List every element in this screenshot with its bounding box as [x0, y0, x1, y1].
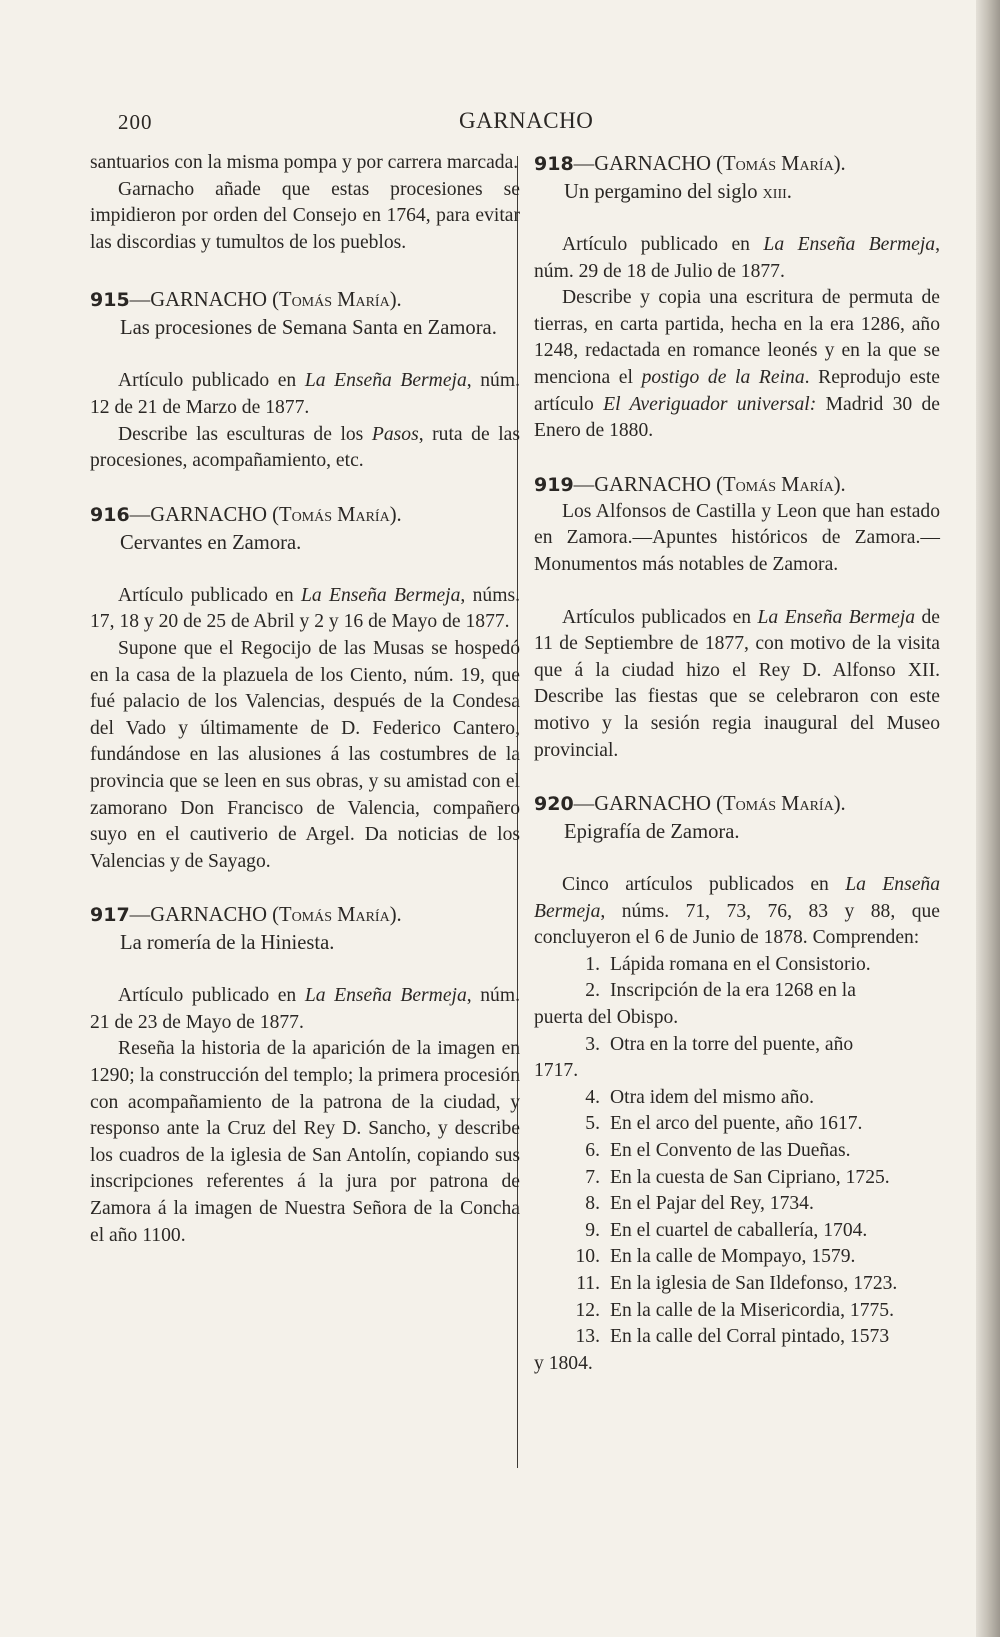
list-item — [534, 952, 940, 979]
entry-heading — [534, 471, 940, 499]
list-item-number: 2. — [585, 980, 600, 1002]
inscription-list — [534, 952, 940, 1378]
description-text: . Reprodujo este artículo — [534, 366, 940, 415]
list-item — [534, 1298, 940, 1325]
entry-author-prefix: —GARNACHO ( — [573, 153, 723, 175]
page-header — [0, 108, 1000, 142]
title-text: . — [786, 181, 792, 203]
entry-description — [534, 285, 940, 445]
entry-author-given: Tomás María — [722, 473, 834, 496]
list-item-number: 12. — [575, 1299, 600, 1321]
list-item — [534, 1191, 940, 1218]
entry-author-given: Tomás María — [722, 153, 834, 175]
list-item-text: Inscripción de la era 1268 en la — [610, 980, 856, 1002]
entry-author-prefix: —GARNACHO ( — [573, 793, 723, 816]
entry-author-prefix: —GARNACHO ( — [573, 473, 723, 496]
entry-description — [90, 422, 520, 475]
description-italic: Pasos — [371, 423, 419, 445]
entry-920 — [534, 790, 940, 1377]
right-column — [534, 150, 940, 1377]
page-edge-shadow — [976, 0, 1000, 1637]
description-text: , ruta de las procesiones, acompañamiento, etc. — [90, 423, 520, 472]
list-item-number: 7. — [585, 1166, 600, 1188]
list-item-text: En el cuartel de caballería, 1704. — [610, 1219, 868, 1241]
list-item-text: En la calle de la Misericordia, 1775. — [610, 1299, 895, 1321]
entry-description: Reseña la historia de la aparición de la imagen en 1290; la construcción del templo; la primera procesión con acompañamiento de la patrona de la ciudad, y responso ante la Cruz del Rey D. Sancho, y describe los cuadros de la iglesia de San Antolín, copiando sus inscripciones referentes á la jura por patrona de Zamora á la imagen de Nuestra Señora de la Concha el año 1100. — [90, 1038, 520, 1246]
list-item-text: En el Pajar del Rey, 1734. — [610, 1193, 814, 1215]
list-item-text: En el arco del puente, año 1617. — [610, 1113, 863, 1135]
entry-publication — [534, 232, 940, 285]
list-item — [534, 1165, 940, 1192]
description-italic: postigo de la Reina — [641, 366, 805, 388]
list-item-number: 6. — [585, 1140, 600, 1162]
list-item-number: 8. — [585, 1193, 600, 1215]
entry-author-suffix: ). — [833, 153, 846, 175]
entry-number: 917 — [90, 904, 130, 927]
entry-publication — [534, 872, 940, 952]
list-item-continuation: y 1804. — [534, 1352, 593, 1374]
continuation-paragraph: Garnacho añade que estas procesiones se impidieron por orden del Consejo en 1764, para evitar las discordias y tumultos de los pueblos. — [90, 178, 520, 253]
entry-heading — [534, 790, 940, 818]
publication-title: La Enseña Bermeja — [301, 584, 461, 606]
entry-title: Las procesiones de Semana Santa en Zamora. — [120, 317, 497, 340]
entry-author-suffix: ). — [833, 793, 846, 816]
list-item-number: 4. — [585, 1086, 600, 1108]
list-item-number: 9. — [585, 1219, 600, 1241]
entry-title: La romería de la Hiniesta. — [120, 932, 335, 955]
description-text: Describe y copia una escritura de permuta de tierras, en carta partida, hecha en la era 1286, año 1248, redactada en romance leonés y en la que se menciona el — [534, 287, 940, 388]
list-item-text: En la iglesia de San Ildefonso, 1723. — [610, 1273, 898, 1294]
entry-author-suffix: ). — [833, 473, 846, 496]
publication-text: , núms. 71, 73, 76, 83 y 88, que concluyeron el 6 de Junio de 1878. Comprenden: — [534, 900, 940, 949]
publication-title: La Enseña Bermeja — [304, 370, 467, 392]
publication-text: Artículos publicados en — [562, 606, 758, 628]
publication-text: , núm. 12 de 21 de Marzo de 1877. — [90, 370, 520, 418]
list-item-text: Lápida romana en el Consistorio. — [610, 953, 871, 975]
list-item-text: En la cuesta de San Cipriano, 1725. — [610, 1166, 890, 1188]
entry-title: Epigrafía de Zamora. — [564, 821, 740, 844]
left-column — [90, 150, 520, 1249]
publication-title: La Enseña Bermeja — [534, 874, 941, 922]
publication-text: Artículo publicado en — [118, 985, 305, 1007]
list-item-continuation: puerta del Obispo. — [534, 1007, 679, 1029]
entry-919 — [534, 471, 940, 764]
entry-916 — [90, 501, 520, 876]
entry-number: 919 — [534, 473, 574, 496]
list-item — [534, 1244, 940, 1271]
entry-title: Los Alfonsos de Castilla y Leon que han estado en Zamora.—Apuntes históricos de Zamora.—Monumentos más notables de Zamora. — [534, 500, 940, 575]
entry-918 — [534, 150, 940, 445]
publication-title: La Enseña Bermeja — [763, 234, 936, 255]
list-item-number: 3. — [585, 1033, 600, 1055]
continuation-paragraph: santuarios con la misma pompa y por carrera marcada. — [90, 152, 519, 173]
entry-number: 915 — [90, 289, 130, 312]
entry-description: Supone que el Regocijo de las Musas se hospedó en la casa de la plazuela de los Ciento, núm. 19, que fué palacio de los Valencias, después de la Condesa del Vado y últimamente de D. Federico Cantero, fundándose en las alusiones á las costumbres de la provincia que se leen en sus obras, y su amistad con el zamorano Don Francisco de Valencia, compañero suyo en el cautiverio de Argel. Da noticias de los Valencias y de Sayago. — [90, 637, 520, 872]
entry-author-suffix: ). — [389, 289, 402, 312]
title-century: xiii — [762, 181, 787, 203]
running-head: GARNACHO — [459, 108, 594, 133]
entry-author-prefix: —GARNACHO ( — [129, 289, 279, 312]
description-text: Madrid 30 de Enero de 1880. — [534, 393, 941, 442]
list-item-text: En la calle del Corral pintado, 1573 — [610, 1326, 890, 1348]
list-item-number: 5. — [585, 1113, 600, 1135]
entry-heading — [534, 150, 940, 178]
list-item — [534, 1085, 940, 1112]
description-text: Describe las esculturas de los — [118, 423, 372, 445]
publication-text: Artículo publicado en — [118, 584, 302, 606]
entry-publication — [534, 605, 940, 765]
entry-author-prefix: —GARNACHO ( — [129, 503, 279, 526]
entry-publication — [90, 368, 520, 421]
list-item — [534, 1032, 940, 1059]
publication-text: Artículo publicado en — [562, 234, 764, 255]
title-text: Un pergamino del siglo — [564, 181, 763, 203]
list-item-number: 10. — [575, 1246, 600, 1268]
entry-author-suffix: ). — [389, 904, 402, 927]
list-item-text: En la calle de Mompayo, 1579. — [610, 1246, 856, 1268]
entry-number: 918 — [534, 153, 574, 175]
publication-text: Cinco artículos publicados en — [562, 874, 846, 896]
entry-author-given: Tomás María — [278, 289, 390, 312]
list-item-text: Otra idem del mismo año. — [610, 1086, 815, 1108]
entry-number: 916 — [90, 503, 130, 526]
entry-heading — [90, 286, 520, 314]
description-italic: El Averiguador universal: — [603, 393, 817, 415]
publication-title: La Enseña Bermeja — [304, 985, 467, 1007]
entry-917 — [90, 901, 520, 1249]
publication-title: La Enseña Bermeja — [757, 606, 916, 628]
list-item — [534, 1138, 940, 1165]
list-item-number: 11. — [576, 1273, 600, 1294]
page-number: 200 — [118, 110, 153, 134]
entry-title — [564, 178, 940, 206]
list-item — [534, 1218, 940, 1245]
list-item-text: Otra en la torre del puente, año — [610, 1033, 854, 1055]
list-item — [534, 1271, 940, 1298]
publication-text: de 11 de Septiembre de 1877, con motivo de la visita que á la ciudad hizo el Rey D. Alfonso XII. Describe las fiestas que se celebraron con este motivo y la sesión regia inaugural del Museo provincial. — [534, 606, 940, 761]
list-item — [534, 978, 940, 1005]
list-item-number: 1. — [585, 953, 600, 975]
entry-publication — [90, 983, 520, 1036]
entry-author-suffix: ). — [389, 503, 402, 526]
entry-author-given: Tomás María — [722, 793, 834, 816]
entry-heading — [90, 901, 520, 929]
publication-text: , núm. 29 de 18 de Julio de 1877. — [534, 234, 940, 282]
entry-author-given: Tomás María — [278, 904, 390, 927]
list-item-text: En el Convento de las Dueñas. — [610, 1140, 851, 1162]
publication-text: Artículo publicado en — [118, 370, 305, 392]
entry-publication — [90, 583, 520, 636]
list-item — [534, 1111, 940, 1138]
list-item — [534, 1324, 940, 1351]
entry-number: 920 — [534, 793, 574, 816]
entry-heading — [90, 501, 520, 529]
list-item-number: 13. — [575, 1326, 600, 1348]
publication-text: , núms. 17, 18 y 20 de 25 de Abril y 2 y 16 de Mayo de 1877. — [90, 584, 520, 633]
entry-author-given: Tomás María — [278, 503, 390, 526]
entry-915 — [90, 286, 520, 474]
publication-text: , núm. 21 de 23 de Mayo de 1877. — [90, 985, 520, 1033]
entry-author-prefix: —GARNACHO ( — [129, 904, 279, 927]
entry-title: Cervantes en Zamora. — [120, 531, 302, 554]
list-item-continuation: 1717. — [534, 1060, 579, 1082]
